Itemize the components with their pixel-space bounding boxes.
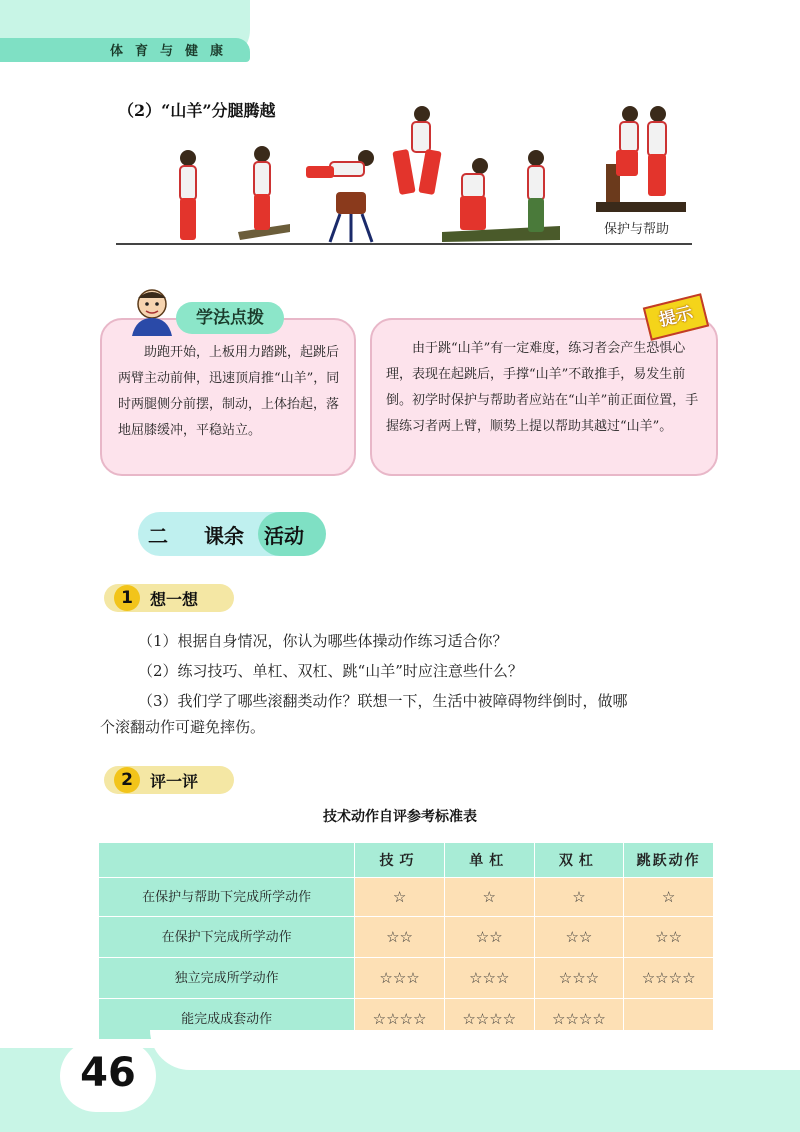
evaluate-title: 评一评 — [150, 772, 199, 791]
gymnast-figure-4 — [392, 106, 441, 195]
star-cell: ☆☆ — [355, 917, 445, 958]
row-label: 在保护与帮助下完成所学动作 — [99, 878, 355, 917]
tips-text: 助跑开始，上板用力踏跳，起跳后两臂主动前伸，迅速顶肩推“山羊”，同时两腿侧分前摆，制动，上体抬起，落地屈膝缓冲，平稳站立。 — [118, 345, 340, 438]
gymnast-figure-3 — [306, 150, 374, 178]
star-cell: ☆ — [355, 878, 445, 917]
tips-label: 学法点拨 — [196, 308, 264, 328]
section-heading: （2）“山羊”分腿腾越 — [118, 101, 276, 120]
spotting-pair — [596, 106, 686, 212]
question-3: （3）我们学了哪些滚翻类动作？联想一下，生活中被障碍物绊倒时，做哪 — [138, 692, 628, 710]
row-label: 能完成成套动作 — [99, 999, 355, 1040]
question-1: （1）根据自身情况，你认为哪些体操动作练习适合你？ — [138, 632, 508, 650]
vault-buck — [330, 192, 372, 242]
star-cell: ☆☆ — [534, 917, 624, 958]
section2-number: 二 — [148, 524, 168, 548]
star-cell: ☆☆☆☆ — [355, 999, 445, 1040]
table-row — [99, 878, 714, 917]
star-cell: ☆☆ — [444, 917, 534, 958]
row-label: 在保护下完成所学动作 — [99, 917, 355, 958]
hint-text: 由于跳“山羊”有一定难度，练习者会产生恐惧心理，表现在起跳后，手撑“山羊”不敢推手，易发生前倒。初学时保护与帮助者应站在“山羊”前正面位置，手握练习者两上臂，顺势上提以帮助其越过“山羊”。 — [386, 341, 699, 434]
star-cell: ☆ — [534, 878, 624, 917]
question-2: （2）练习技巧、单杠、双杠、跳“山羊”时应注意些什么？ — [138, 662, 523, 680]
think-number: 1 — [114, 585, 140, 611]
gymnast-figure-5 — [460, 158, 488, 230]
table-corner — [99, 843, 355, 878]
evaluate-number: 2 — [114, 767, 140, 793]
column-header: 单杠 — [444, 843, 534, 878]
star-cell: ☆☆☆ — [444, 958, 534, 999]
table-title: 技术动作自评参考标准表 — [323, 809, 477, 825]
section2-title-part1: 课余 — [204, 524, 244, 548]
think-title: 想一想 — [150, 590, 199, 609]
book-title: 体育与健康 — [110, 44, 236, 59]
star-cell: ☆☆☆☆ — [624, 958, 714, 999]
tips-label-pill — [176, 302, 284, 334]
star-cell: ☆☆☆ — [534, 958, 624, 999]
footer-curve — [150, 1030, 800, 1070]
table-row — [99, 917, 714, 958]
gymnast-figure-1 — [180, 150, 196, 240]
hint-label: 提示 — [657, 303, 695, 331]
ground-line — [116, 243, 692, 245]
row-label: 独立完成所学动作 — [99, 958, 355, 999]
star-cell: ☆☆☆☆ — [444, 999, 534, 1040]
question-3-cont: 个滚翻动作可避免摔伤。 — [100, 718, 266, 736]
self-assessment-table — [98, 842, 714, 1040]
star-cell: ☆☆☆☆ — [534, 999, 624, 1040]
spotting-caption: 保护与帮助 — [604, 222, 670, 237]
gymnast-figure-2 — [254, 146, 270, 230]
page-number: 46 — [80, 1050, 136, 1096]
column-header: 技巧 — [355, 843, 445, 878]
column-header: 跳跃动作 — [624, 843, 714, 878]
star-cell: ☆ — [624, 878, 714, 917]
star-cell: ☆☆ — [624, 917, 714, 958]
table-row — [99, 958, 714, 999]
gymnast-figure-6 — [528, 150, 544, 232]
boy-mascot-icon — [126, 286, 178, 336]
star-cell: ☆☆☆ — [355, 958, 445, 999]
column-header: 双杠 — [534, 843, 624, 878]
table-header-row — [99, 843, 714, 878]
section2-title-part2: 活动 — [264, 524, 304, 548]
star-cell: ☆ — [444, 878, 534, 917]
